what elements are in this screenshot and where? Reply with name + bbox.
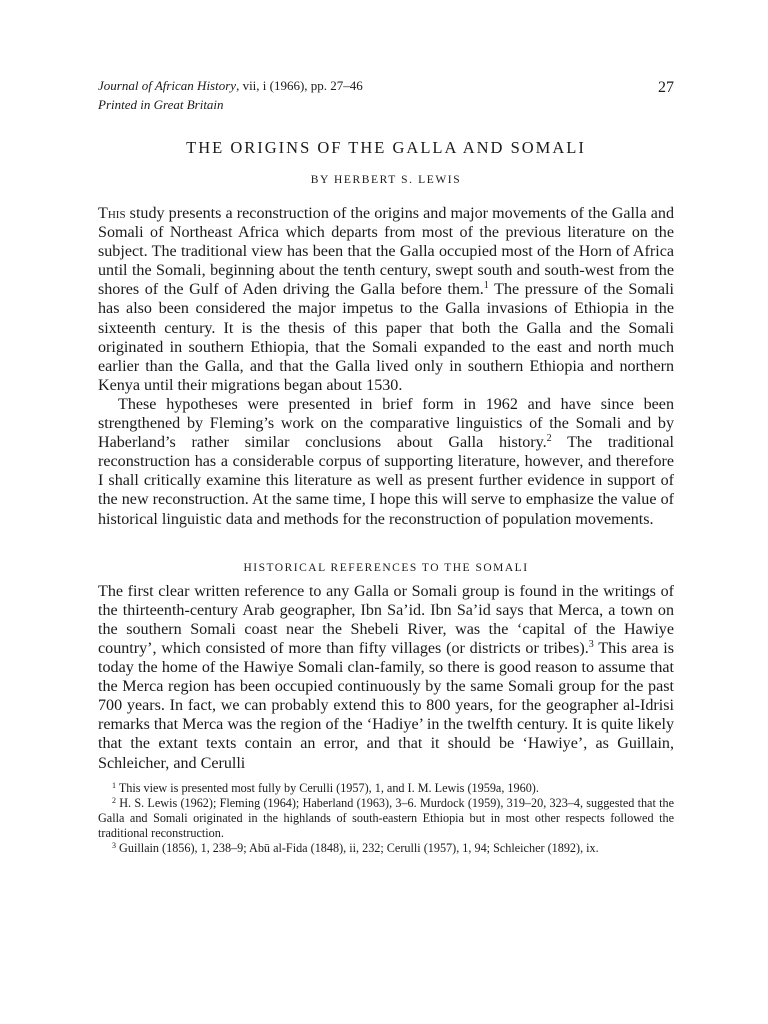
footnote-1 [98,781,674,796]
page-number: 27 [658,79,674,96]
running-header [98,76,674,114]
footnote-3 [98,841,674,856]
citation-line [98,76,674,95]
footnote-text: Guillain (1856), 1, 238–9; Abū al-Fida (1848), ii, 232; Cerulli (1957), 1, 94; Schleicher (1892), ix. [116,840,599,855]
journal-name: Journal of African History [98,78,237,93]
section-p1-text-b: This area is today the home of the Hawiye Somali clan-family, so there is good reason to assume that the Merca region has been occupied continuously by the same Somali group for the past 700 years. In fact, we can probably extend this to 800 years, for the geographer al-Idrisi remarks that Merca was the region of the ‘Hadiye’ in the twelfth century. It is quite likely that the extant texts contain an error, and that it should be ‘Hawiye’, as Guillain, Schleicher, and Cerulli [98,639,675,772]
intro-p2-text-a: These hypotheses were presented in brief form in 1962 and have since been strengthened by Fleming’s work on the comparative linguistics of the Somali and by Haberland’s rather similar conclusions about Galla history. [98,395,674,452]
intro-p1-text-a: study presents a reconstruction of the origins and major movements of the Galla and Somali of Northeast Africa which departs from most of the previous literature on the subject. The traditional view has been that the Galla occupied most of the Horn of Africa until the Somali, beginning about the tenth century, swept south and south-west from the shores of the Gulf of Aden driving the Galla before them. [98,205,674,299]
intro-paragraph-2 [98,395,674,529]
volume-info: , vii, i (1966), pp. 27–46 [236,78,363,93]
footnotes [98,781,674,856]
footnote-ref-1[interactable]: 1 [483,280,489,292]
intro-p1-text-b: The pressure of the Somali has also been considered the major impetus to the Galla invasions of Ethiopia in the sixteenth century. It is the thesis of this paper that both the Galla and the Somali originated in southern Ethiopia, that the Somali expanded to the east and north much earlier than the Galla, and that the Galla lived only in southern Ethiopia and northern Kenya until their migrations began about 1530. [98,281,674,394]
section-heading: HISTORICAL REFERENCES TO THE SOMALI [243,561,529,574]
printed-line: Printed in Great Britain [98,97,224,112]
article-title: THE ORIGINS OF THE GALLA AND SOMALI [186,138,586,157]
intro-paragraph-1 [98,204,674,395]
article-byline: BY HERBERT S. LEWIS [310,174,462,186]
footnote-ref-3[interactable]: 3 [588,638,594,650]
section-p1-text-a: The first clear written reference to any Galla or Somali group is found in the writings of the thirteenth-century Arab geographer, Ibn Sa’id. Ibn Sa’id says that Merca, a town on the southern Somali coast near the Shebeli River, was the ‘capital of the Hawiye country’, which consisted of more than fifty villages (or districts or tribes). [98,582,674,657]
section-paragraph-1 [98,582,674,773]
footnote-number: 1 [112,780,116,790]
footnote-2 [98,796,674,841]
footnote-ref-2[interactable]: 2 [546,433,552,445]
intro-p2-text-b: The traditional reconstruction has a considerable corpus of supporting literature, however, and therefore I shall critically examine this literature as well as present further evidence in support of the new reconstruction. At the same time, I hope this will serve to emphasize the value of historical linguistic data and methods for the reconstruction of population movements. [98,434,674,528]
footnote-number: 3 [112,840,116,850]
footnote-text: H. S. Lewis (1962); Fleming (1964); Haberland (1963), 3–6. Murdock (1959), 319–20, 323–4, suggested that the Galla and Somali originated in the highlands of south-eastern Ethiopia but in most other respects followed the traditional reconstruction. [98,795,674,840]
article-body [98,204,674,773]
journal-page [98,76,674,856]
footnote-number: 2 [112,795,116,805]
drop-word: This [98,205,126,222]
footnote-text: This view is presented most fully by Cerulli (1957), 1, and I. M. Lewis (1959a, 1960). [116,780,539,795]
